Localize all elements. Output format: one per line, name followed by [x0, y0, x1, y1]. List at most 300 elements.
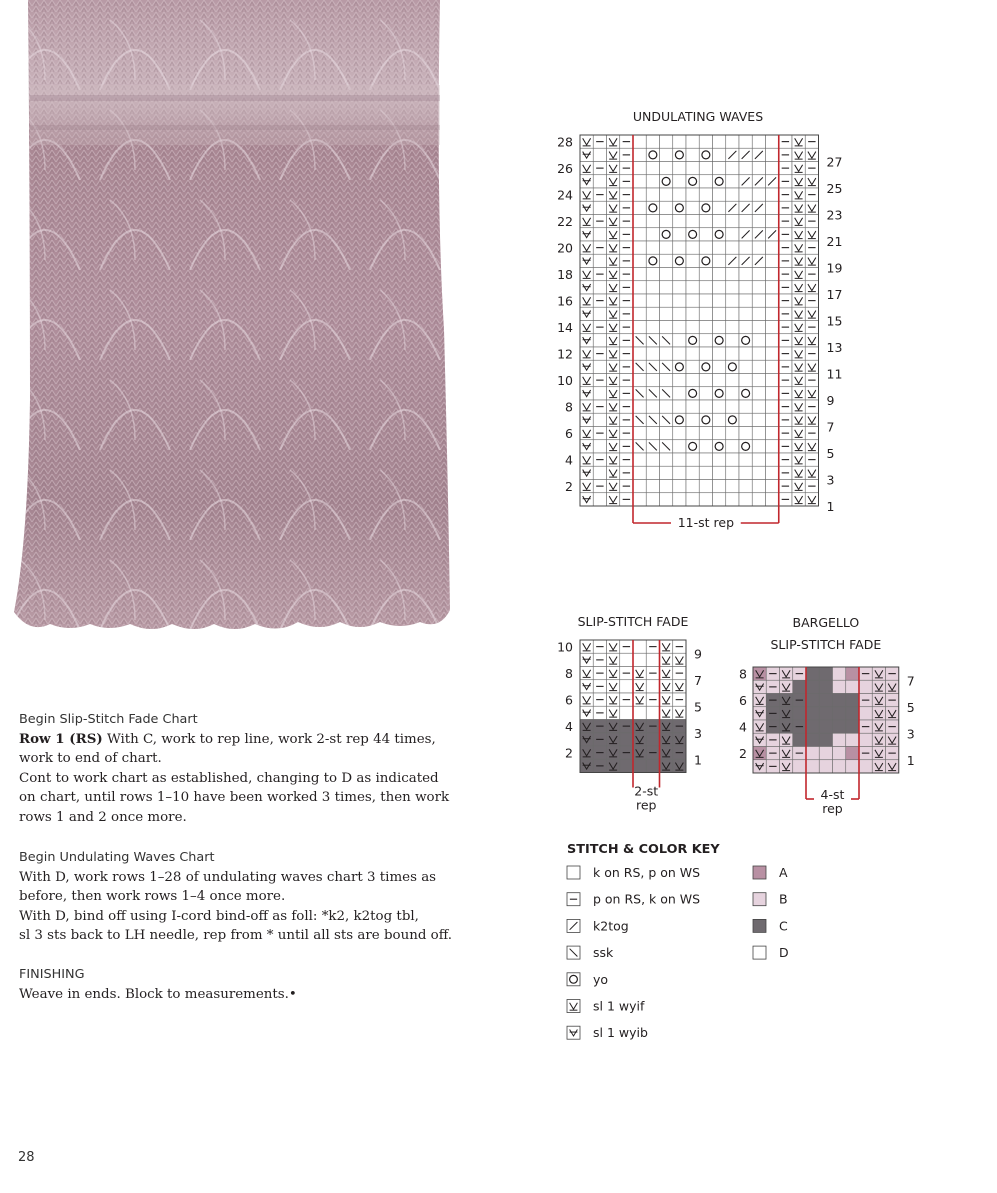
chart-cell [726, 268, 739, 281]
chart-cell [713, 294, 726, 307]
chart-cell [766, 268, 779, 281]
key-color-swatch [753, 893, 766, 906]
chart-cell [673, 268, 686, 281]
chart-cell [580, 201, 593, 214]
chart-cell [713, 360, 726, 373]
chart-cell [806, 680, 819, 693]
chart-cell [713, 241, 726, 254]
chart-cell [673, 427, 686, 440]
chart-cell [739, 215, 752, 228]
chart-cell [766, 347, 779, 360]
chart-cell [686, 241, 699, 254]
chart-cell [766, 307, 779, 320]
chart-cell [646, 148, 659, 161]
chart-cell [752, 466, 765, 479]
slip-stitch-heading: Begin Slip-Stitch Fade Chart [19, 712, 198, 727]
chart-cell [766, 453, 779, 466]
key-stitch-slb [567, 1026, 580, 1039]
chart-cell [726, 188, 739, 201]
chart-cell [646, 480, 659, 493]
bargello-grid [753, 667, 899, 773]
chart-cell [726, 374, 739, 387]
cont-line-2: on chart, until rows 1–10 have been worked 3 times, then work [19, 790, 450, 805]
chart-cell [846, 667, 859, 680]
chart-cell [833, 707, 846, 720]
chart-cell [593, 228, 606, 241]
chart-cell [633, 201, 646, 214]
chart-cell [726, 175, 739, 188]
cont-line-3: rows 1 and 2 once more. [19, 809, 187, 825]
row-number-left: 6 [739, 692, 747, 708]
chart-cell [752, 493, 765, 506]
chart-cell [633, 254, 646, 267]
chart-cell [646, 268, 659, 281]
chart-cell [660, 188, 673, 201]
chart-cell [739, 400, 752, 413]
chart-cell [739, 440, 752, 453]
chart-cell [726, 228, 739, 241]
chart-cell [593, 254, 606, 267]
chart-cell [686, 466, 699, 479]
page-number: 28 [18, 1150, 35, 1165]
undulating-heading: Begin Undulating Waves Chart [19, 850, 215, 865]
chart-cell [752, 307, 765, 320]
chart-cell [686, 268, 699, 281]
row-number-left: 24 [557, 187, 573, 203]
chart-cell [753, 707, 766, 720]
chart-cell [846, 720, 859, 733]
chart-cell [726, 321, 739, 334]
chart-cell [633, 706, 646, 719]
chart-cell [713, 387, 726, 400]
chart-cell [580, 360, 593, 373]
chart-cell [713, 188, 726, 201]
chart-cell [726, 480, 739, 493]
chart-cell [793, 680, 806, 693]
key-color-label: C [779, 918, 788, 934]
chart-cell [580, 228, 593, 241]
chart-cell [646, 215, 659, 228]
chart-cell [766, 334, 779, 347]
chart-cell [846, 680, 859, 693]
chart-cell [739, 268, 752, 281]
key-swatch [567, 973, 580, 986]
chart-cell [660, 268, 673, 281]
row-number-right: 13 [826, 340, 843, 356]
key-color-label: A [779, 865, 788, 880]
chart-cell [713, 453, 726, 466]
chart-cell [673, 148, 686, 161]
row-number-right: 3 [906, 726, 915, 742]
row-number-right: 23 [826, 207, 843, 223]
chart-cell [752, 241, 765, 254]
chart-cell [766, 413, 779, 426]
chart-cell [646, 759, 659, 772]
chart-cell [673, 413, 686, 426]
chart-cell [766, 480, 779, 493]
chart-cell [686, 334, 699, 347]
chart-cell [646, 680, 659, 693]
chart-cell [713, 268, 726, 281]
chart-cell [660, 453, 673, 466]
chart-cell [593, 281, 606, 294]
key-stitch-label: p on RS, k on WS [593, 891, 701, 907]
chart-cell [686, 440, 699, 453]
chart-cell [633, 294, 646, 307]
chart-cell [752, 413, 765, 426]
chart-cell [699, 321, 712, 334]
chart-cell [752, 440, 765, 453]
chart-cell [739, 135, 752, 148]
chart-cell [819, 760, 832, 773]
chart-cell [660, 427, 673, 440]
chart-cell [646, 175, 659, 188]
row-number-left: 4 [565, 718, 573, 734]
chart-cell [580, 680, 593, 693]
chart-cell [752, 374, 765, 387]
chart-cell [686, 215, 699, 228]
chart-cell [713, 400, 726, 413]
chart-cell [646, 201, 659, 214]
chart-cell [633, 427, 646, 440]
chart-cell [739, 321, 752, 334]
chart-cell [633, 480, 646, 493]
chart-cell [633, 215, 646, 228]
chart-cell [660, 294, 673, 307]
chart-cell [646, 733, 659, 746]
row-number-left: 22 [557, 213, 573, 229]
chart-cell [846, 760, 859, 773]
row-number-right: 21 [826, 234, 843, 250]
row-number-left: 6 [565, 692, 573, 708]
chart-cell [726, 413, 739, 426]
chart-cell [633, 241, 646, 254]
key-color-D [753, 946, 766, 959]
chart-cell [646, 307, 659, 320]
chart-cell [660, 493, 673, 506]
chart-cell [766, 387, 779, 400]
chart-cell [766, 201, 779, 214]
chart-cell [686, 480, 699, 493]
chart-cell [646, 294, 659, 307]
chart-cell [633, 400, 646, 413]
chart-cell [699, 334, 712, 347]
chart-cell [739, 387, 752, 400]
chart-cell [819, 720, 832, 733]
key-color-swatch [753, 866, 766, 879]
chart-cell [766, 294, 779, 307]
chart-cell [752, 387, 765, 400]
row-number-right: 7 [694, 673, 702, 689]
chart-cell [593, 334, 606, 347]
chart-cell [686, 175, 699, 188]
chart-cell [699, 400, 712, 413]
chart-cell [660, 254, 673, 267]
row-number-left: 12 [557, 346, 573, 362]
row-number-left: 4 [739, 719, 747, 735]
chart-cell [673, 175, 686, 188]
chart-cell [646, 427, 659, 440]
chart-cell [726, 387, 739, 400]
key-color-label: D [779, 945, 789, 961]
chart-cell [673, 162, 686, 175]
chart-cell [833, 747, 846, 760]
chart-cell [686, 493, 699, 506]
row-number-left: 6 [565, 425, 573, 441]
chart-cell [726, 294, 739, 307]
chart-cell [580, 733, 593, 746]
chart-cell [819, 707, 832, 720]
chart-cell [726, 281, 739, 294]
chart-cell [673, 360, 686, 373]
chart-cell [699, 493, 712, 506]
chart-cell [620, 680, 633, 693]
key-stitch-ssk [567, 946, 580, 959]
chart-cell [646, 281, 659, 294]
chart-cell [766, 374, 779, 387]
chart-cell [739, 466, 752, 479]
chart-cell [739, 294, 752, 307]
chart-cell [646, 347, 659, 360]
chart-cell [766, 254, 779, 267]
chart-cell [673, 241, 686, 254]
row-number-right: 15 [826, 313, 843, 329]
key-stitch-label: yo [593, 971, 609, 987]
chart-cell [726, 493, 739, 506]
chart-cell [713, 148, 726, 161]
undulating-title: UNDULATING WAVES [632, 109, 764, 124]
chart-cell [806, 707, 819, 720]
chart-cell [660, 135, 673, 148]
chart-cell [580, 440, 593, 453]
chart-cell [753, 680, 766, 693]
chart-cell [699, 387, 712, 400]
chart-cell [819, 667, 832, 680]
chart-cell [673, 188, 686, 201]
row-number-left: 16 [557, 293, 573, 309]
row1-text-2: work to end of chart. [19, 751, 162, 766]
chart-cell [699, 228, 712, 241]
chart-cell [726, 466, 739, 479]
chart-cell [766, 188, 779, 201]
chart-cell [593, 413, 606, 426]
key-color-B [753, 893, 766, 906]
chart-cell [753, 733, 766, 746]
chart-cell [713, 162, 726, 175]
key-color-swatch [753, 946, 766, 959]
chart-cell [713, 427, 726, 440]
chart-cell [713, 413, 726, 426]
chart-cell [660, 347, 673, 360]
chart-cell [633, 281, 646, 294]
chart-cell [699, 268, 712, 281]
chart-cell [686, 228, 699, 241]
chart-cell [713, 135, 726, 148]
chart-cell [819, 733, 832, 746]
chart-cell [673, 254, 686, 267]
chart-cell [660, 374, 673, 387]
chart-cell [713, 493, 726, 506]
key-color-C [753, 919, 766, 932]
chart-cell [752, 162, 765, 175]
chart-cell [633, 493, 646, 506]
row-number-left: 8 [565, 665, 573, 681]
key-stitch-label: k2tog [593, 918, 629, 934]
chart-cell [752, 281, 765, 294]
chart-cell [673, 228, 686, 241]
chart-cell [633, 162, 646, 175]
chart-cell [699, 440, 712, 453]
chart-cell [846, 733, 859, 746]
row1-label: Row 1 (RS) [19, 730, 103, 747]
chart-cell [713, 201, 726, 214]
row-number-right: 19 [826, 260, 843, 276]
chart-cell [686, 427, 699, 440]
chart-cell [580, 148, 593, 161]
chart-cell [859, 680, 872, 693]
row-number-right: 25 [826, 181, 843, 197]
chart-cell [686, 307, 699, 320]
chart-cell [766, 135, 779, 148]
row-number-right: 1 [826, 499, 835, 515]
chart-cell [646, 466, 659, 479]
und-line-3: With D, bind off using I-cord bind-off as foll: *k2, k2tog tbl, [19, 908, 419, 924]
chart-cell [633, 148, 646, 161]
chart-cell [726, 360, 739, 373]
chart-cell [673, 294, 686, 307]
chart-cell [646, 400, 659, 413]
chart-cell [713, 321, 726, 334]
chart-cell [633, 188, 646, 201]
key-title: STITCH & COLOR KEY [567, 842, 720, 857]
chart-cell [673, 374, 686, 387]
key-stitch-yo [567, 973, 580, 986]
chart-cell [580, 387, 593, 400]
chart-cell [646, 706, 659, 719]
key-swatch [567, 866, 580, 879]
chart-cell [686, 135, 699, 148]
slip-fade-rep-label-2: rep [636, 797, 657, 813]
und-line-4: sl 3 sts back to LH needle, rep from * until all sts are bound off. [19, 928, 453, 943]
chart-cell [660, 480, 673, 493]
cont-line-1: Cont to work chart as established, changing to D as indicated [19, 770, 439, 786]
chart-cell [739, 360, 752, 373]
chart-cell [726, 307, 739, 320]
chart-cell [660, 281, 673, 294]
chart-cell [633, 347, 646, 360]
chart-cell [713, 466, 726, 479]
chart-cell [580, 653, 593, 666]
chart-cell [699, 413, 712, 426]
chart-cell [739, 427, 752, 440]
key-stitch-label: sl 1 wyif [593, 998, 645, 1014]
chart-cell [580, 466, 593, 479]
chart-cell [699, 453, 712, 466]
und-line-1: With D, work rows 1–28 of undulating waves chart 3 times as [19, 869, 437, 885]
chart-cell [833, 667, 846, 680]
chart-cell [766, 281, 779, 294]
chart-cell [580, 334, 593, 347]
chart-cell [713, 307, 726, 320]
bargello-rep-label: 4-st [820, 787, 845, 802]
chart-cell [699, 347, 712, 360]
chart-cell [646, 135, 659, 148]
chart-cell [593, 175, 606, 188]
chart-cell [673, 334, 686, 347]
chart-cell [633, 321, 646, 334]
chart-cell [766, 360, 779, 373]
chart-cell [713, 228, 726, 241]
chart-cell [580, 281, 593, 294]
chart-cell [833, 694, 846, 707]
chart-cell [673, 440, 686, 453]
chart-cell [739, 334, 752, 347]
row-number-left: 8 [565, 399, 573, 415]
key-stitch-label: k on RS, p on WS [593, 865, 701, 880]
row-number-left: 18 [557, 266, 573, 282]
chart-cell [752, 294, 765, 307]
slip-fade-title: SLIP-STITCH FADE [577, 614, 689, 629]
chart-cell [686, 148, 699, 161]
chart-cell [673, 466, 686, 479]
chart-cell [766, 466, 779, 479]
key-stitch-blank [567, 866, 580, 879]
key-stitch-label: ssk [593, 945, 614, 961]
chart-cell [739, 307, 752, 320]
chart-cell [673, 215, 686, 228]
row-number-right: 3 [826, 472, 835, 488]
chart-cell [673, 480, 686, 493]
chart-cell [660, 162, 673, 175]
chart-cell [699, 360, 712, 373]
chart-cell [580, 493, 593, 506]
chart-cell [806, 733, 819, 746]
chart-cell [633, 175, 646, 188]
chart-cell [593, 148, 606, 161]
chart-cell [673, 281, 686, 294]
chart-cell [713, 374, 726, 387]
chart-cell [739, 493, 752, 506]
chart-cell [660, 148, 673, 161]
chart-cell [580, 307, 593, 320]
chart-cell [660, 215, 673, 228]
chart-cell [646, 254, 659, 267]
row-number-right: 11 [826, 366, 843, 382]
chart-cell [833, 680, 846, 693]
chart-cell [739, 413, 752, 426]
chart-cell [593, 201, 606, 214]
chart-cell [633, 228, 646, 241]
chart-cell [699, 254, 712, 267]
chart-cell [752, 427, 765, 440]
bargello-title-2: SLIP-STITCH FADE [770, 637, 882, 652]
row-number-right: 9 [694, 646, 702, 662]
row-number-right: 7 [826, 419, 835, 435]
row-number-left: 10 [557, 639, 573, 655]
chart-cell [752, 268, 765, 281]
chart-cell [752, 321, 765, 334]
row-number-left: 10 [557, 372, 573, 388]
chart-cell [633, 268, 646, 281]
chart-cell [699, 281, 712, 294]
chart-cell [739, 188, 752, 201]
chart-cell [739, 281, 752, 294]
chart-cell [686, 347, 699, 360]
chart-cell [699, 241, 712, 254]
key-color-label: B [779, 891, 788, 907]
chart-cell [739, 374, 752, 387]
chart-cell [819, 747, 832, 760]
